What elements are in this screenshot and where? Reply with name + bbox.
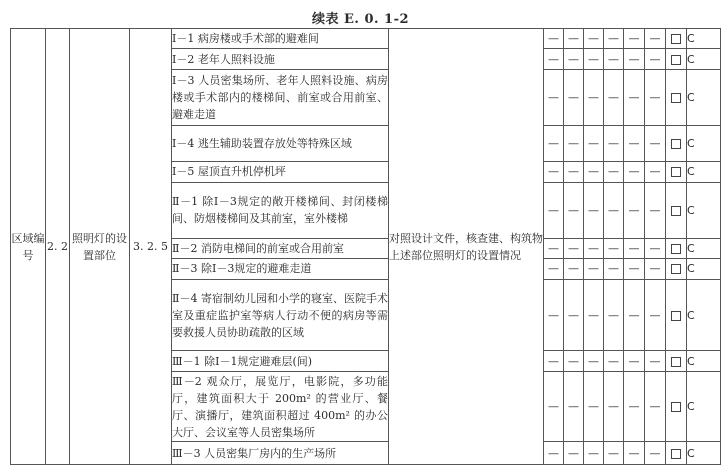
grade-cell: C [687, 371, 721, 442]
dash-cell: — [584, 69, 604, 125]
table-title: 续表 E. 0. 1-2 [311, 12, 410, 27]
grade-cell: C [687, 162, 721, 182]
dash-cell: — [604, 371, 624, 442]
dash-cell: — [604, 182, 624, 238]
dash-cell: — [544, 279, 564, 351]
grade-cell: C [687, 69, 721, 125]
subitem-cell: Ⅱ－3 除Ⅰ－3规定的避难走道 [172, 259, 389, 279]
checkbox-icon[interactable] [671, 93, 681, 103]
dash-cell: — [544, 182, 564, 238]
dash-cell: — [604, 351, 624, 371]
dash-cell: — [604, 126, 624, 162]
clause-number-cell: 3. 2. 5 [130, 29, 172, 465]
subitem-cell: Ⅰ－5 屋顶直升机停机坪 [172, 162, 389, 182]
dash-cell: — [544, 259, 564, 279]
subitem-cell: Ⅰ－4 逃生辅助装置存放处等特殊区域 [172, 126, 389, 162]
dash-cell: — [564, 126, 584, 162]
dash-cell: — [564, 259, 584, 279]
dash-cell: — [624, 69, 645, 125]
dash-cell: — [604, 162, 624, 182]
dash-cell: — [564, 279, 584, 351]
checkbox-cell[interactable] [666, 182, 687, 238]
dash-cell: — [624, 371, 645, 442]
dash-cell: — [624, 442, 645, 465]
dash-cell: — [624, 126, 645, 162]
dash-cell: — [645, 442, 666, 465]
dash-cell: — [645, 371, 666, 442]
dash-cell: — [584, 351, 604, 371]
dash-cell: — [624, 29, 645, 49]
checkbox-cell[interactable] [666, 29, 687, 49]
grade-cell: C [687, 182, 721, 238]
checkbox-icon[interactable] [671, 244, 681, 254]
grade-cell: C [687, 259, 721, 279]
grade-cell: C [687, 29, 721, 49]
dash-cell: — [624, 238, 645, 258]
dash-cell: — [604, 69, 624, 125]
checkbox-icon[interactable] [671, 167, 681, 177]
dash-cell: — [564, 238, 584, 258]
checkbox-cell[interactable] [666, 351, 687, 371]
subitem-cell: Ⅰ－3 人员密集场所、老年人照料设施、病房楼或手术部内的楼梯间、前室或合用前室、避难走道 [172, 69, 389, 125]
grade-cell: C [687, 126, 721, 162]
checkbox-icon[interactable] [671, 311, 681, 321]
checkbox-cell[interactable] [666, 126, 687, 162]
dash-cell: — [584, 126, 604, 162]
requirement-cell: 对照设计文件，核查建、构筑物上述部位照明灯的设置情况 [389, 29, 544, 465]
dash-cell: — [564, 49, 584, 69]
dash-cell: — [544, 49, 564, 69]
area-cell: 区域编号 [11, 29, 46, 465]
checkbox-cell[interactable] [666, 69, 687, 125]
subitem-cell: Ⅱ－1 除Ⅰ－3规定的敞开楼梯间、封闭楼梯间、防烟楼梯间及其前室，室外楼梯 [172, 182, 389, 238]
dash-cell: — [564, 351, 584, 371]
checkbox-icon[interactable] [671, 402, 681, 412]
checkbox-icon[interactable] [671, 357, 681, 367]
checkbox-cell[interactable] [666, 49, 687, 69]
subitem-cell: Ⅰ－1 病房楼或手术部的避难间 [172, 29, 389, 49]
dash-cell: — [584, 279, 604, 351]
dash-cell: — [564, 29, 584, 49]
checkbox-icon[interactable] [671, 449, 681, 459]
dash-cell: — [584, 49, 604, 69]
dash-cell: — [624, 259, 645, 279]
dash-cell: — [645, 69, 666, 125]
dash-cell: — [564, 182, 584, 238]
grade-cell: C [687, 49, 721, 69]
checkbox-icon[interactable] [671, 139, 681, 149]
subitem-cell: Ⅲ－2 观众厅，展览厅，电影院，多功能厅，建筑面积大于 200m² 的营业厅、餐厅、演播厅，建筑面积超过 400m² 的办公大厅、会议室等人员密集场所 [172, 371, 389, 442]
table-row [11, 29, 721, 49]
dash-cell: — [624, 279, 645, 351]
subitem-cell: Ⅲ－3 人员密集厂房内的生产场所 [172, 442, 389, 465]
dash-cell: — [584, 182, 604, 238]
checkbox-cell[interactable] [666, 162, 687, 182]
dash-cell: — [645, 29, 666, 49]
checkbox-icon[interactable] [671, 34, 681, 44]
subitem-cell: Ⅱ－2 消防电梯间的前室或合用前室 [172, 238, 389, 258]
checkbox-icon[interactable] [671, 55, 681, 65]
dash-cell: — [645, 279, 666, 351]
dash-cell: — [584, 238, 604, 258]
dash-cell: — [645, 126, 666, 162]
dash-cell: — [544, 162, 564, 182]
checkbox-cell[interactable] [666, 259, 687, 279]
dash-cell: — [564, 162, 584, 182]
dash-cell: — [624, 162, 645, 182]
dash-cell: — [645, 49, 666, 69]
dash-cell: — [604, 29, 624, 49]
dash-cell: — [604, 279, 624, 351]
dash-cell: — [645, 182, 666, 238]
grade-cell: C [687, 442, 721, 465]
checkbox-cell[interactable] [666, 371, 687, 442]
dash-cell: — [544, 69, 564, 125]
dash-cell: — [544, 126, 564, 162]
dash-cell: — [544, 238, 564, 258]
dash-cell: — [645, 162, 666, 182]
dash-cell: — [544, 442, 564, 465]
dash-cell: — [604, 238, 624, 258]
dash-cell: — [564, 371, 584, 442]
dash-cell: — [645, 351, 666, 371]
item-name-cell: 照明灯的设置部位 [70, 29, 130, 465]
dash-cell: — [624, 49, 645, 69]
dash-cell: — [544, 29, 564, 49]
grade-cell: C [687, 238, 721, 258]
checkbox-cell[interactable] [666, 238, 687, 258]
checkbox-cell[interactable] [666, 442, 687, 465]
checkbox-icon[interactable] [671, 206, 681, 216]
inspection-table [10, 28, 721, 465]
dash-cell: — [564, 69, 584, 125]
dash-cell: — [584, 442, 604, 465]
subitem-cell: Ⅱ－4 寄宿制幼儿园和小学的寝室、医院手术室及重症监护室等病人行动不便的病房等需要救援人员协助疏散的区域 [172, 279, 389, 351]
grade-cell: C [687, 279, 721, 351]
dash-cell: — [584, 259, 604, 279]
dash-cell: — [645, 238, 666, 258]
dash-cell: — [624, 182, 645, 238]
dash-cell: — [584, 162, 604, 182]
dash-cell: — [624, 351, 645, 371]
subitem-cell: Ⅲ－1 除Ⅰ－1规定避难层(间) [172, 351, 389, 371]
dash-cell: — [604, 442, 624, 465]
dash-cell: — [584, 29, 604, 49]
checkbox-cell[interactable] [666, 279, 687, 351]
grade-cell: C [687, 351, 721, 371]
dash-cell: — [564, 442, 584, 465]
dash-cell: — [584, 371, 604, 442]
checkbox-icon[interactable] [671, 264, 681, 274]
dash-cell: — [544, 371, 564, 442]
dash-cell: — [604, 49, 624, 69]
subitem-cell: Ⅰ－2 老年人照料设施 [172, 49, 389, 69]
section-number-cell: 2. 2 [46, 29, 70, 465]
dash-cell: — [604, 259, 624, 279]
dash-cell: — [645, 259, 666, 279]
dash-cell: — [544, 351, 564, 371]
